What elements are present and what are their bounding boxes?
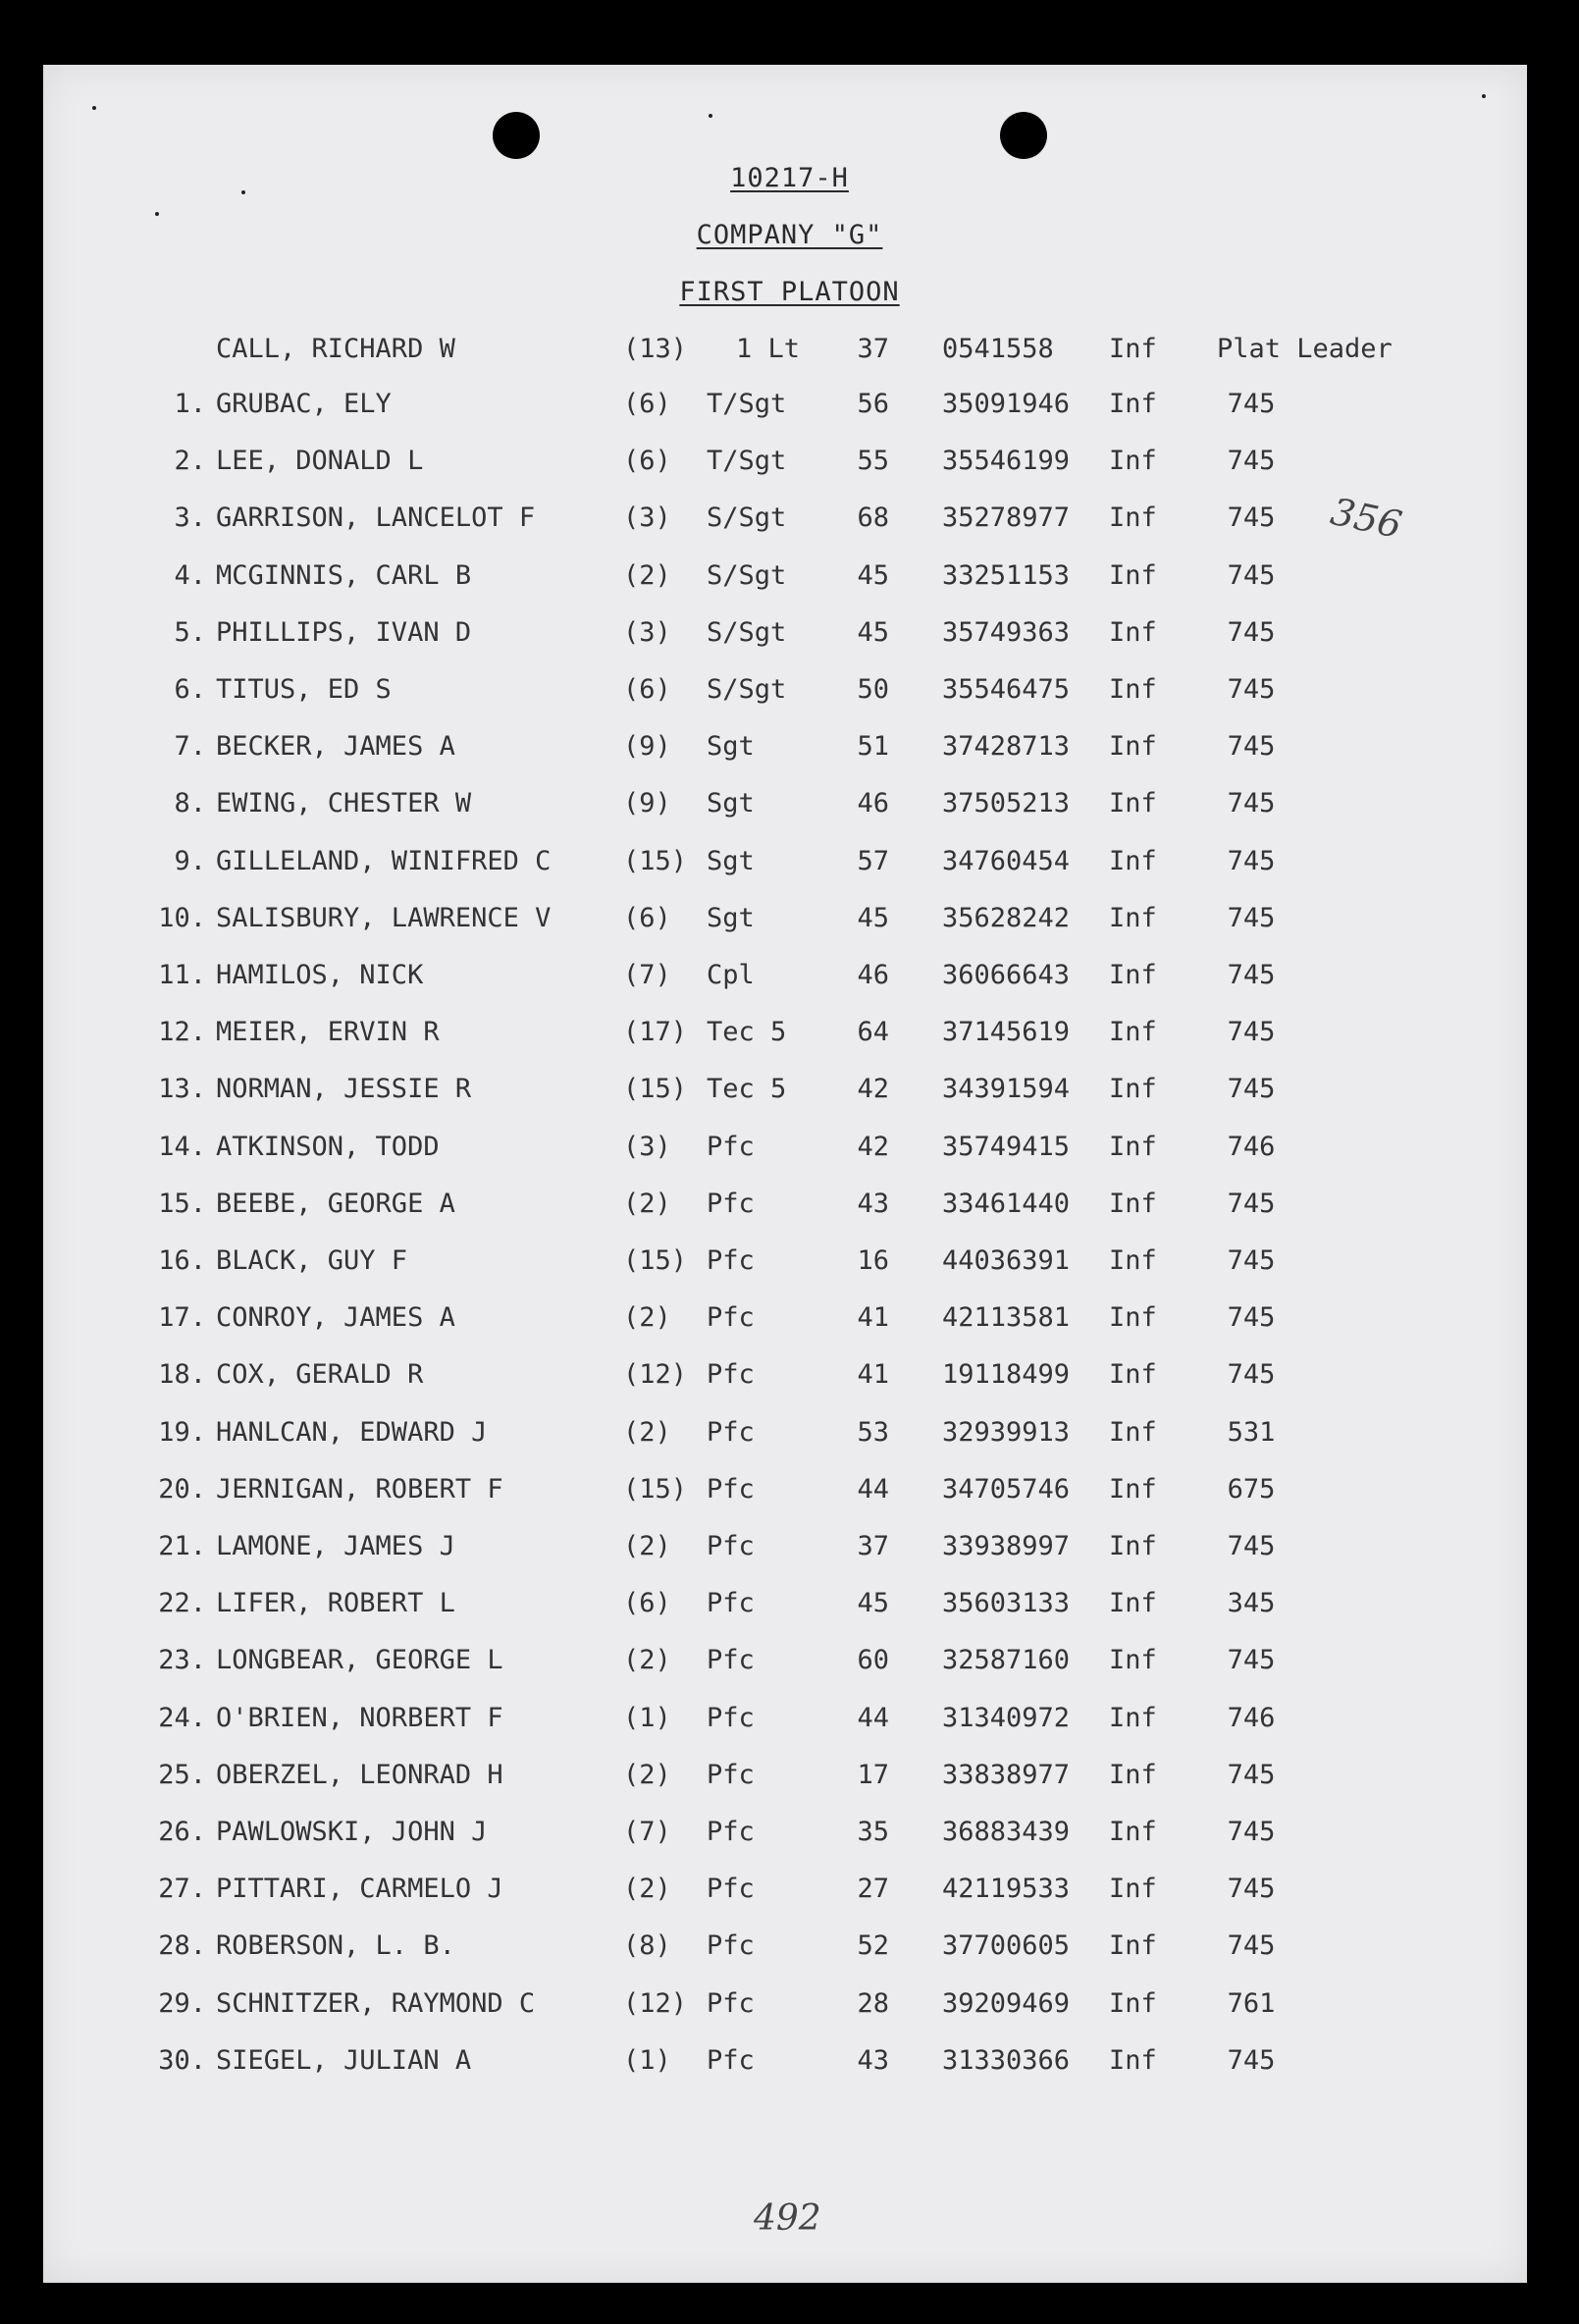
number: 51	[857, 731, 889, 762]
soldier-name: PAWLOWSKI, JOHN J	[216, 1817, 488, 1847]
soldier-name: LIFER, ROBERT L	[216, 1588, 455, 1618]
serial-number: 42113581	[942, 1302, 1071, 1333]
code: (6)	[623, 903, 671, 933]
soldier-name: MEIER, ERVIN R	[216, 1017, 440, 1047]
leader-serial: 0541558	[942, 334, 1054, 364]
branch: Inf	[1109, 1474, 1157, 1505]
mos-code: 745	[1227, 1760, 1276, 1790]
paper-speck	[1482, 94, 1486, 98]
roster-row	[128, 1760, 1443, 1799]
serial-number: 42119533	[942, 1874, 1071, 1904]
serial-number: 37700605	[942, 1930, 1071, 1961]
branch: Inf	[1109, 1302, 1157, 1333]
rank: Pfc	[707, 1531, 755, 1561]
serial-number: 35628242	[942, 903, 1071, 933]
number: 43	[857, 1188, 889, 1219]
serial-number: 34760454	[942, 846, 1071, 876]
serial-number: 39209469	[942, 1988, 1071, 2019]
branch: Inf	[1109, 1531, 1157, 1561]
roster-row	[128, 1531, 1443, 1570]
roster-index: 24.	[158, 1703, 206, 1733]
branch: Inf	[1109, 446, 1157, 476]
soldier-name: SALISBURY, LAWRENCE V	[216, 903, 552, 933]
mos-code: 745	[1227, 788, 1276, 819]
branch: Inf	[1109, 1645, 1157, 1675]
code: (6)	[623, 446, 671, 476]
roster-row	[128, 1645, 1443, 1684]
roster-index: 12.	[158, 1017, 206, 1047]
rank: Tec 5	[707, 1074, 787, 1104]
serial-number: 33251153	[942, 560, 1071, 591]
mos-code: 745	[1227, 1188, 1276, 1219]
serial-number: 37428713	[942, 731, 1071, 762]
rank: Pfc	[707, 1817, 755, 1847]
roster-row	[128, 1417, 1443, 1456]
roster-index: 23.	[158, 1645, 206, 1675]
roster-index: 25.	[158, 1760, 206, 1790]
mos-code: 745	[1227, 1930, 1276, 1961]
rank: Pfc	[707, 1132, 755, 1162]
roster-row	[128, 617, 1443, 657]
leader-num: 37	[857, 334, 889, 364]
branch: Inf	[1109, 846, 1157, 876]
soldier-name: GARRISON, LANCELOT F	[216, 502, 536, 533]
code: (2)	[623, 1874, 671, 1904]
rank: Cpl	[707, 960, 755, 990]
number: 16	[857, 1245, 889, 1276]
branch: Inf	[1109, 1703, 1157, 1733]
roster-index: 19.	[158, 1417, 206, 1448]
serial-number: 37505213	[942, 788, 1071, 819]
roster-row	[128, 846, 1443, 885]
code: (3)	[623, 502, 671, 533]
rank: Pfc	[707, 1359, 755, 1390]
soldier-name: GRUBAC, ELY	[216, 389, 392, 419]
branch: Inf	[1109, 1588, 1157, 1618]
number: 43	[857, 2045, 889, 2076]
roster-row	[128, 960, 1443, 999]
code: (17)	[623, 1017, 688, 1047]
rank: Sgt	[707, 788, 755, 819]
roster-index: 27.	[158, 1874, 206, 1904]
leader-rank: 1 Lt	[736, 334, 801, 364]
roster-index: 8.	[174, 788, 206, 819]
page-number: 492	[754, 2198, 821, 2239]
roster-index: 10.	[158, 903, 206, 933]
code: (6)	[623, 389, 671, 419]
serial-number: 33938997	[942, 1531, 1071, 1561]
mos-code: 746	[1227, 1132, 1276, 1162]
code: (6)	[623, 1588, 671, 1618]
soldier-name: GILLELAND, WINIFRED C	[216, 846, 552, 876]
mos-code: 531	[1227, 1417, 1276, 1448]
number: 46	[857, 960, 889, 990]
code: (12)	[623, 1988, 688, 2019]
code: (8)	[623, 1930, 671, 1961]
roster-index: 20.	[158, 1474, 206, 1505]
mos-code: 745	[1227, 1074, 1276, 1104]
branch: Inf	[1109, 1760, 1157, 1790]
soldier-name: OBERZEL, LEONRAD H	[216, 1760, 503, 1790]
soldier-name: CONROY, JAMES A	[216, 1302, 455, 1333]
mos-code: 745	[1227, 2045, 1276, 2076]
rank: T/Sgt	[707, 389, 787, 419]
roster-index: 13.	[158, 1074, 206, 1104]
number: 53	[857, 1417, 889, 1448]
mos-code: 745	[1227, 846, 1276, 876]
roster-index: 1.	[174, 389, 206, 419]
roster-row	[128, 1874, 1443, 1913]
mos-code: 745	[1227, 502, 1276, 533]
number: 28	[857, 1988, 889, 2019]
rank: Pfc	[707, 1417, 755, 1448]
mos-code: 745	[1227, 674, 1276, 705]
number: 64	[857, 1017, 889, 1047]
mos-code: 745	[1227, 1531, 1276, 1561]
soldier-name: COX, GERALD R	[216, 1359, 424, 1390]
mos-code: 746	[1227, 1703, 1276, 1733]
serial-number: 35546475	[942, 674, 1071, 705]
roster-row	[128, 389, 1443, 428]
rank: Tec 5	[707, 1017, 787, 1047]
mos-code: 745	[1227, 960, 1276, 990]
rank: Sgt	[707, 903, 755, 933]
roster-row	[128, 1188, 1443, 1228]
roster-row	[128, 2045, 1443, 2085]
code: (2)	[623, 1302, 671, 1333]
roster-row	[128, 502, 1443, 542]
soldier-name: BEEBE, GEORGE A	[216, 1188, 455, 1219]
number: 56	[857, 389, 889, 419]
mos-code: 745	[1227, 617, 1276, 648]
number: 45	[857, 617, 889, 648]
number: 60	[857, 1645, 889, 1675]
mos-code: 345	[1227, 1588, 1276, 1618]
paper-speck	[709, 114, 712, 118]
soldier-name: TITUS, ED S	[216, 674, 392, 705]
rank: Sgt	[707, 731, 755, 762]
mos-code: 745	[1227, 1817, 1276, 1847]
rank: S/Sgt	[707, 502, 787, 533]
branch: Inf	[1109, 1245, 1157, 1276]
soldier-name: JERNIGAN, ROBERT F	[216, 1474, 503, 1505]
number: 57	[857, 846, 889, 876]
leader-branch: Inf	[1109, 334, 1157, 364]
soldier-name: PITTARI, CARMELO J	[216, 1874, 503, 1904]
number: 35	[857, 1817, 889, 1847]
rank: S/Sgt	[707, 617, 787, 648]
code: (3)	[623, 1132, 671, 1162]
code: (1)	[623, 2045, 671, 2076]
serial-number: 31330366	[942, 2045, 1071, 2076]
paper-speck	[155, 212, 159, 216]
roster-row	[128, 1302, 1443, 1342]
leader-role: Plat Leader	[1217, 334, 1393, 364]
mos-code: 745	[1227, 1302, 1276, 1333]
company-heading: COMPANY "G"	[696, 220, 883, 250]
serial-number: 31340972	[942, 1703, 1071, 1733]
code: (2)	[623, 560, 671, 591]
serial-number: 32587160	[942, 1645, 1071, 1675]
soldier-name: EWING, CHESTER W	[216, 788, 472, 819]
roster-index: 28.	[158, 1930, 206, 1961]
number: 55	[857, 446, 889, 476]
soldier-name: BLACK, GUY F	[216, 1245, 408, 1276]
number: 44	[857, 1703, 889, 1733]
number: 42	[857, 1132, 889, 1162]
mos-code: 761	[1227, 1988, 1276, 2019]
roster-row	[128, 1817, 1443, 1856]
code: (1)	[623, 1703, 671, 1733]
serial-number: 32939913	[942, 1417, 1071, 1448]
serial-number: 35278977	[942, 502, 1071, 533]
roster-index: 4.	[174, 560, 206, 591]
soldier-name: BECKER, JAMES A	[216, 731, 455, 762]
code: (6)	[623, 674, 671, 705]
code: (9)	[623, 788, 671, 819]
number: 52	[857, 1930, 889, 1961]
serial-number: 35091946	[942, 389, 1071, 419]
serial-number: 44036391	[942, 1245, 1071, 1276]
serial-number: 35546199	[942, 446, 1071, 476]
roster-row	[128, 788, 1443, 827]
roster-row	[128, 731, 1443, 770]
number: 27	[857, 1874, 889, 1904]
number: 45	[857, 560, 889, 591]
roster-index: 18.	[158, 1359, 206, 1390]
branch: Inf	[1109, 1988, 1157, 2019]
roster-row	[128, 1245, 1443, 1285]
margin-handwritten-note: 356	[1327, 489, 1406, 548]
punch-hole-left	[493, 112, 540, 159]
mos-code: 745	[1227, 731, 1276, 762]
code: (15)	[623, 1474, 688, 1505]
branch: Inf	[1109, 389, 1157, 419]
serial-number: 35603133	[942, 1588, 1071, 1618]
roster-index: 17.	[158, 1302, 206, 1333]
number: 45	[857, 903, 889, 933]
branch: Inf	[1109, 674, 1157, 705]
soldier-name: NORMAN, JESSIE R	[216, 1074, 472, 1104]
rank: Pfc	[707, 1874, 755, 1904]
branch: Inf	[1109, 1359, 1157, 1390]
serial-number: 36066643	[942, 960, 1071, 990]
soldier-name: HANLCAN, EDWARD J	[216, 1417, 488, 1448]
mos-code: 745	[1227, 1017, 1276, 1047]
roster-index: 26.	[158, 1817, 206, 1847]
serial-number: 35749415	[942, 1132, 1071, 1162]
rank: Pfc	[707, 1988, 755, 2019]
number: 46	[857, 788, 889, 819]
rank: S/Sgt	[707, 674, 787, 705]
number: 42	[857, 1074, 889, 1104]
rank: Sgt	[707, 846, 755, 876]
number: 45	[857, 1588, 889, 1618]
roster-index: 30.	[158, 2045, 206, 2076]
mos-code: 745	[1227, 1245, 1276, 1276]
serial-number: 35749363	[942, 617, 1071, 648]
leader-row	[128, 334, 1443, 373]
mos-code: 745	[1227, 1359, 1276, 1390]
branch: Inf	[1109, 2045, 1157, 2076]
branch: Inf	[1109, 502, 1157, 533]
soldier-name: LAMONE, JAMES J	[216, 1531, 455, 1561]
roster-index: 15.	[158, 1188, 206, 1219]
code: (15)	[623, 846, 688, 876]
leader-code: (13)	[623, 334, 688, 364]
branch: Inf	[1109, 903, 1157, 933]
branch: Inf	[1109, 1930, 1157, 1961]
roster-row	[128, 1359, 1443, 1399]
branch: Inf	[1109, 1817, 1157, 1847]
branch: Inf	[1109, 1417, 1157, 1448]
soldier-name: LEE, DONALD L	[216, 446, 424, 476]
serial-number: 37145619	[942, 1017, 1071, 1047]
roster-index: 21.	[158, 1531, 206, 1561]
soldier-name: ROBERSON, L. B.	[216, 1930, 455, 1961]
roster-index: 5.	[174, 617, 206, 648]
roster-index: 11.	[158, 960, 206, 990]
soldier-name: ATKINSON, TODD	[216, 1132, 440, 1162]
serial-number: 33838977	[942, 1760, 1071, 1790]
serial-number: 33461440	[942, 1188, 1071, 1219]
mos-code: 745	[1227, 903, 1276, 933]
rank: Pfc	[707, 1245, 755, 1276]
serial-number: 34705746	[942, 1474, 1071, 1505]
number: 68	[857, 502, 889, 533]
code: (3)	[623, 617, 671, 648]
soldier-name: SIEGEL, JULIAN A	[216, 2045, 472, 2076]
branch: Inf	[1109, 1017, 1157, 1047]
roster-row	[128, 1588, 1443, 1627]
branch: Inf	[1109, 560, 1157, 591]
soldier-name: O'BRIEN, NORBERT F	[216, 1703, 503, 1733]
roster-index: 9.	[174, 846, 206, 876]
soldier-name: PHILLIPS, IVAN D	[216, 617, 472, 648]
code: (15)	[623, 1245, 688, 1276]
rank: Pfc	[707, 2045, 755, 2076]
rank: Pfc	[707, 1188, 755, 1219]
rank: S/Sgt	[707, 560, 787, 591]
paper-speck	[92, 106, 96, 110]
soldier-name: LONGBEAR, GEORGE L	[216, 1645, 503, 1675]
mos-code: 745	[1227, 1645, 1276, 1675]
code: (9)	[623, 731, 671, 762]
roster-row	[128, 674, 1443, 713]
mos-code: 745	[1227, 560, 1276, 591]
code: (15)	[623, 1074, 688, 1104]
soldier-name: MCGINNIS, CARL B	[216, 560, 472, 591]
number: 41	[857, 1302, 889, 1333]
rank: Pfc	[707, 1588, 755, 1618]
code: (2)	[623, 1760, 671, 1790]
code: (2)	[623, 1417, 671, 1448]
branch: Inf	[1109, 617, 1157, 648]
code: (2)	[623, 1645, 671, 1675]
rank: Pfc	[707, 1703, 755, 1733]
rank: Pfc	[707, 1645, 755, 1675]
roster-index: 16.	[158, 1245, 206, 1276]
serial-number: 19118499	[942, 1359, 1071, 1390]
serial-number: 34391594	[942, 1074, 1071, 1104]
code: (12)	[623, 1359, 688, 1390]
roster-row	[128, 446, 1443, 485]
roster-row	[128, 1132, 1443, 1171]
rank: T/Sgt	[707, 446, 787, 476]
branch: Inf	[1109, 1188, 1157, 1219]
punch-hole-right	[1000, 112, 1047, 159]
roster-row	[128, 1988, 1443, 2028]
serial-number: 36883439	[942, 1817, 1071, 1847]
roster-row	[128, 1017, 1443, 1056]
code: (7)	[623, 1817, 671, 1847]
code: (2)	[623, 1531, 671, 1561]
roster-row	[128, 903, 1443, 942]
roster-index: 7.	[174, 731, 206, 762]
roster-row	[128, 1474, 1443, 1513]
roster-row	[128, 1074, 1443, 1113]
number: 17	[857, 1760, 889, 1790]
number: 44	[857, 1474, 889, 1505]
branch: Inf	[1109, 731, 1157, 762]
rank: Pfc	[707, 1760, 755, 1790]
document-number: 10217-H	[730, 163, 849, 193]
mos-code: 745	[1227, 389, 1276, 419]
code: (2)	[623, 1188, 671, 1219]
soldier-name: HAMILOS, NICK	[216, 960, 424, 990]
roster-row	[128, 1703, 1443, 1742]
code: (7)	[623, 960, 671, 990]
roster-row	[128, 560, 1443, 600]
rank: Pfc	[707, 1930, 755, 1961]
branch: Inf	[1109, 1132, 1157, 1162]
number: 50	[857, 674, 889, 705]
mos-code: 675	[1227, 1474, 1276, 1505]
roster-index: 29.	[158, 1988, 206, 2019]
roster-index: 14.	[158, 1132, 206, 1162]
roster-row	[128, 1930, 1443, 1970]
mos-code: 745	[1227, 446, 1276, 476]
branch: Inf	[1109, 1074, 1157, 1104]
roster-index: 6.	[174, 674, 206, 705]
rank: Pfc	[707, 1302, 755, 1333]
branch: Inf	[1109, 1874, 1157, 1904]
rank: Pfc	[707, 1474, 755, 1505]
roster-index: 3.	[174, 502, 206, 533]
leader-name: CALL, RICHARD W	[216, 334, 455, 364]
roster-index: 2.	[174, 446, 206, 476]
branch: Inf	[1109, 960, 1157, 990]
platoon-heading: FIRST PLATOON	[679, 277, 900, 307]
soldier-name: SCHNITZER, RAYMOND C	[216, 1988, 536, 2019]
roster-index: 22.	[158, 1588, 206, 1618]
number: 41	[857, 1359, 889, 1390]
number: 37	[857, 1531, 889, 1561]
mos-code: 745	[1227, 1874, 1276, 1904]
branch: Inf	[1109, 788, 1157, 819]
